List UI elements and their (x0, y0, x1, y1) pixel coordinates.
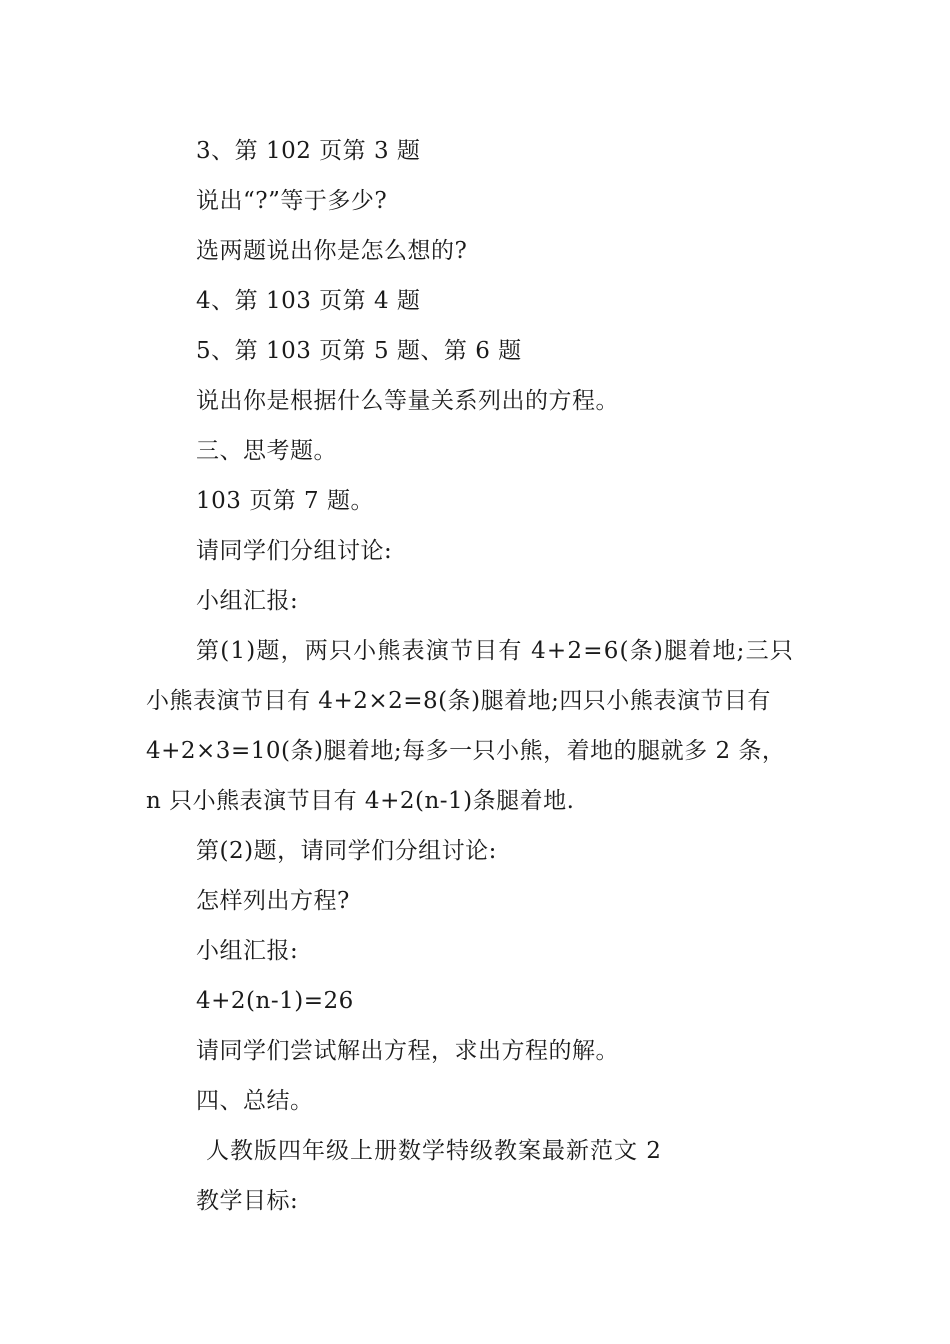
text-line: 3、第 102 页第 3 题 (196, 138, 421, 164)
text-line: 选两题说出你是怎么想的? (196, 238, 468, 264)
text-line: 请同学们尝试解出方程，求出方程的解。 (196, 1038, 619, 1064)
text-line: 怎样列出方程? (196, 888, 350, 914)
equation-line: 4+2(n-1)=26 (196, 988, 354, 1014)
document-title: 人教版四年级上册数学特级教案最新范文 2 (206, 1138, 662, 1164)
text-line: 说出“?”等于多少? (196, 188, 388, 214)
text-line: 103 页第 7 题。 (196, 488, 374, 514)
text-line: 4、第 103 页第 4 题 (196, 288, 421, 314)
paragraph-line: n 只小熊表演节目有 4+2(n-1)条腿着地. (146, 788, 575, 814)
paragraph-line: 小熊表演节目有 4+2×2=8(条)腿着地;四只小熊表演节目有 (146, 688, 771, 714)
text-line: 小组汇报: (196, 938, 299, 964)
text-line: 说出你是根据什么等量关系列出的方程。 (196, 388, 619, 414)
text-line: 第(2)题，请同学们分组讨论: (196, 838, 497, 864)
section-heading: 三、思考题。 (196, 438, 337, 464)
text-line: 教学目标: (196, 1188, 299, 1214)
section-heading: 四、总结。 (196, 1088, 314, 1114)
text-line: 5、第 103 页第 5 题、第 6 题 (196, 338, 522, 364)
paragraph-line: 第(1)题，两只小熊表演节目有 4+2=6(条)腿着地;三只 (196, 638, 795, 664)
text-line: 小组汇报: (196, 588, 299, 614)
paragraph-line: 4+2×3=10(条)腿着地;每多一只小熊，着地的腿就多 2 条， (146, 738, 786, 764)
text-line: 请同学们分组讨论: (196, 538, 393, 564)
